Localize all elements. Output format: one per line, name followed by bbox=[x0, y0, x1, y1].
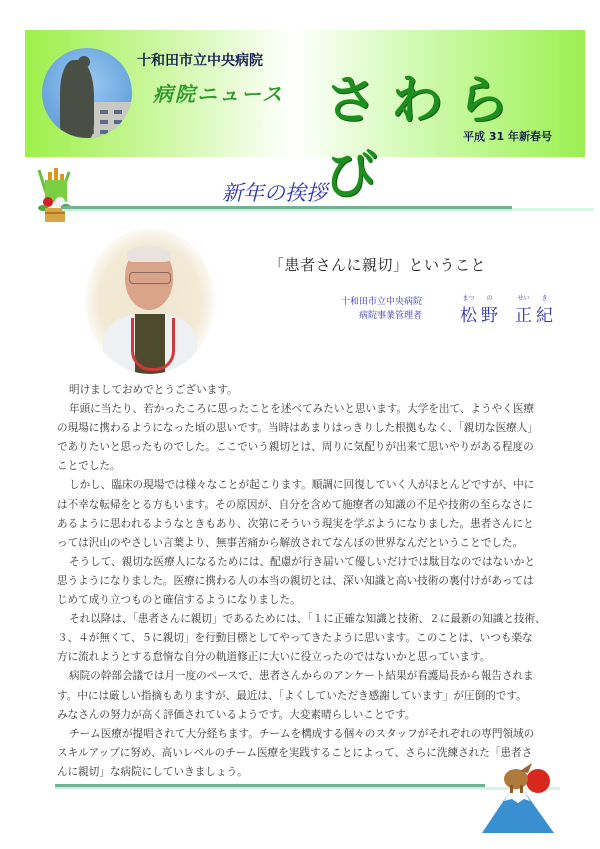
author-name-kanji bbox=[458, 301, 555, 326]
affiliation-line-1: 十和田市立中央病院 bbox=[340, 297, 422, 307]
statue-image bbox=[60, 60, 94, 138]
body-line: スキルアップに努め、高いレベルのチーム医療を実践することによって、さらに洗練された「患者さ bbox=[57, 746, 533, 759]
body-line: っては沢山のやさしい言葉より、無事苦痛から解放されてなんぼの世界なんだということでした。 bbox=[57, 536, 524, 549]
portrait-glasses bbox=[129, 272, 171, 284]
furigana: せい bbox=[517, 295, 530, 302]
name-char: 紀 bbox=[536, 306, 553, 326]
newsletter-brand-title: さわらび bbox=[325, 70, 524, 206]
body-line: ３、４が無くて、５に親切」を行動目標としてやってきたように思います。このことは、いつも楽な bbox=[57, 632, 533, 645]
footer-divider bbox=[55, 784, 485, 789]
issue-label: 平成 31 年新春号 bbox=[463, 130, 552, 143]
portrait-hair bbox=[127, 246, 171, 262]
body-line: は不幸な転帰をとる方もいます。その原因が、自分を含めて施療者の知識の不足や技術の至らなさに bbox=[57, 498, 533, 511]
section-divider-fade bbox=[512, 208, 594, 211]
name-char: 松 bbox=[460, 306, 477, 326]
body-line: チーム医療が提唱されて大分経ちます。チームを構成する個々のスタッフがそれぞれの専門領域の bbox=[69, 727, 535, 740]
section-divider bbox=[62, 206, 512, 211]
article-title: 「患者さんに親切」ということ bbox=[269, 256, 487, 274]
body-line: 思うようになりました。医療に携わる人の本当の親切とは、深い知識と高い技術の裏付けがあっては bbox=[57, 574, 534, 587]
body-line: そうして、親切な医療人になるためには、配慮が行き届いて優しいだけでは駄目なのではないかと bbox=[69, 555, 535, 568]
body-line: でありたいと思ったものでした。ここでいう親切とは、周りに気配りが出来て思いやりがある程度の bbox=[57, 441, 534, 454]
body-line: 年頭に当たり、若かったころに思ったことを述べてみたいと思います。大学を出て、ようやく医療 bbox=[69, 403, 535, 416]
body-line: ことでした。 bbox=[57, 460, 121, 473]
article-body bbox=[57, 381, 557, 782]
hospital-name: 十和田市立中央病院 bbox=[137, 53, 263, 69]
portrait-lanyard bbox=[131, 318, 175, 371]
kadomatsu-icon bbox=[35, 166, 73, 224]
body-line: 方に流れようとする怠惰な自分の軌道修正に大いに役立ったのではないかと思っています。 bbox=[57, 651, 491, 664]
affiliation-line-2: 病院事業管理者 bbox=[358, 311, 422, 321]
author-name bbox=[458, 293, 555, 326]
body-line: それ以降は、「患者さんに親切」であるためには、「１に正確な知識と技術、２に最新の知識と技術、 bbox=[69, 613, 546, 626]
body-line: の現場に携わるようになった頃の思いです。当時はあまりはっきりした根拠もなく、「親切な医療人」 bbox=[57, 422, 538, 435]
furigana: の bbox=[486, 295, 493, 302]
statue-head bbox=[78, 56, 90, 68]
body-line: 明けましておめでとうございます。 bbox=[69, 384, 238, 396]
name-char: 正 bbox=[515, 306, 532, 326]
body-line: す。中には厳しい指摘もありますが、最近は、「よくしていただき感謝しています」が圧倒的です。 bbox=[57, 689, 527, 702]
body-line: んに親切」な病院にしていきましょう。 bbox=[57, 765, 248, 778]
author-portrait bbox=[85, 228, 215, 374]
body-line: あるように思われるようなときもあり、次第にそういう現実を学ぶようになりました。患者さんにと bbox=[57, 517, 534, 530]
body-line: 病院の幹部会議では月一度のペースで、患者さんからのアンケート結果が看護局長から報告されま bbox=[69, 670, 534, 683]
author-affiliation bbox=[328, 295, 422, 323]
body-line: みなさんの努力が高く評価されているようです。大変素晴らしいことです。 bbox=[57, 708, 416, 721]
section-title: 新年の挨拶 bbox=[222, 181, 327, 205]
newsletter-label: 病院ニュース bbox=[153, 82, 284, 106]
furigana: き bbox=[541, 295, 548, 302]
furigana: まつ bbox=[462, 295, 475, 302]
statue-photo bbox=[42, 48, 132, 138]
name-char: 野 bbox=[481, 306, 498, 326]
body-line: しかし、臨床の現場では様々なことが起こります。順調に回復していく人がほとんどですが、中に bbox=[69, 479, 535, 492]
body-line: じめて成り立つものと確信するようになりました。 bbox=[57, 594, 301, 607]
boar-on-mount-fuji-icon bbox=[480, 755, 560, 835]
